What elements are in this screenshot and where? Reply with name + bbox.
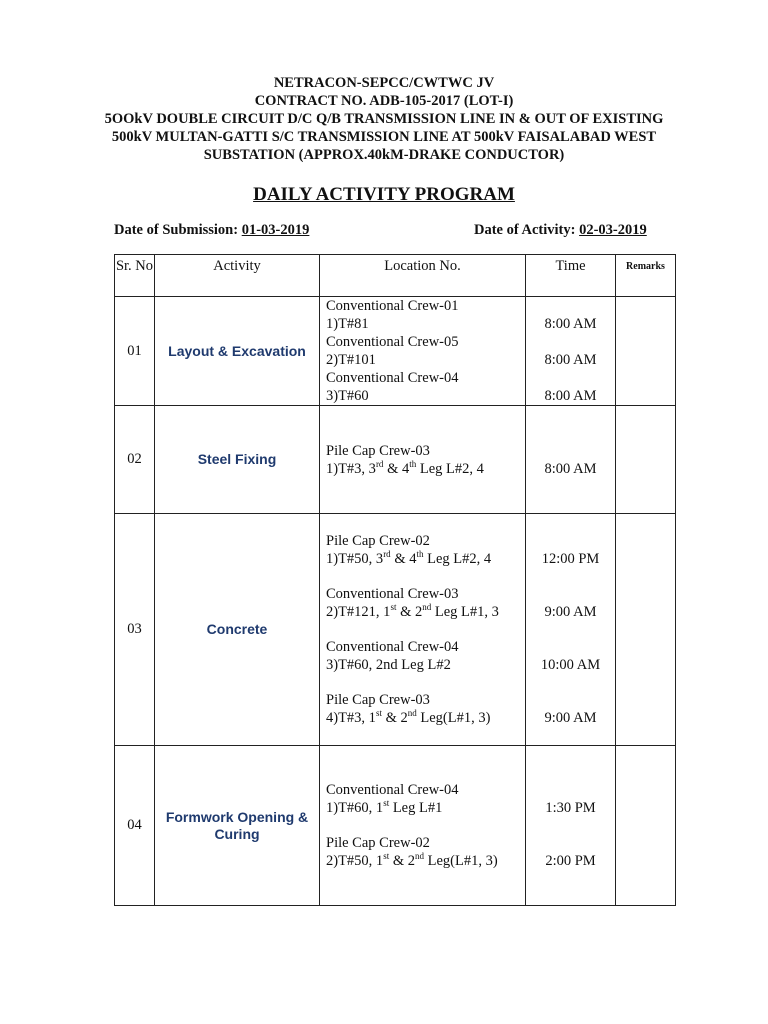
table-header-row — [115, 255, 676, 297]
document-header — [60, 74, 708, 164]
activity-cell: Concrete — [155, 514, 320, 746]
sr-no-cell: 02 — [115, 406, 155, 514]
location-cell: Pile Cap Crew-03 1)T#3, 3rd & 4th Leg L#2, 4 — [320, 406, 526, 514]
remarks-cell — [616, 406, 676, 514]
header-activity: Activity — [155, 255, 320, 297]
header-sr-no: Sr. No — [115, 255, 155, 297]
table-row — [115, 746, 676, 906]
project-description-line1: 5OOkV DOUBLE CIRCUIT D/C Q/B TRANSMISSION LINE IN & OUT OF EXISTING — [104, 111, 664, 127]
submission-date-label: Date of Submission: — [114, 222, 239, 238]
activity-date-value: 02-03-2019 — [579, 222, 647, 238]
document-title: DAILY ACTIVITY PROGRAM — [253, 184, 515, 205]
table-row — [115, 406, 676, 514]
remarks-cell — [616, 297, 676, 406]
remarks-cell — [616, 514, 676, 746]
company-name: NETRACON-SEPCC/CWTWC JV — [273, 75, 495, 91]
sr-no-cell: 03 — [115, 514, 155, 746]
header-location: Location No. — [320, 255, 526, 297]
activity-table — [114, 254, 676, 906]
sr-no-cell: 04 — [115, 746, 155, 906]
contract-number: CONTRACT NO. ADB-105-2017 (LOT-I) — [254, 93, 514, 109]
time-cell: 12:00 PM 9:00 AM 10:00 AM 9:00 AM — [526, 514, 616, 746]
activity-cell: Layout & Excavation — [155, 297, 320, 406]
time-cell: 8:00 AM 8:00 AM 8:00 AM — [526, 297, 616, 406]
header-remarks: Remarks — [616, 255, 676, 297]
activity-date-label: Date of Activity: — [474, 222, 576, 238]
time-cell: 8:00 AM — [526, 406, 616, 514]
activity-date — [474, 222, 647, 239]
project-description-line2: 500kV MULTAN-GATTI S/C TRANSMISSION LINE AT 500kV FAISALABAD WEST — [111, 129, 657, 145]
location-cell: Pile Cap Crew-02 1)T#50, 3rd & 4th Leg L#2, 4 Conventional Crew-03 2)T#121, 1st & 2nd Leg L#1, 3 Conventional Crew-04 3)T#60, 2nd Leg L#2 Pile Cap Crew-03 4)T#3, 1st & 2nd Leg(L#1, 3) — [320, 514, 526, 746]
location-cell: Conventional Crew-01 1)T#81 Conventional Crew-05 2)T#101 Conventional Crew-04 3)T#60 — [320, 297, 526, 406]
table-row — [115, 514, 676, 746]
location-cell: Conventional Crew-04 1)T#60, 1st Leg L#1 Pile Cap Crew-02 2)T#50, 1st & 2nd Leg(L#1, 3) — [320, 746, 526, 906]
activity-cell: Formwork Opening & Curing — [155, 746, 320, 906]
submission-date-value: 01-03-2019 — [241, 222, 310, 238]
remarks-cell — [616, 746, 676, 906]
submission-date — [114, 222, 309, 239]
time-cell: 1:30 PM 2:00 PM — [526, 746, 616, 906]
sr-no-cell: 01 — [115, 297, 155, 406]
activity-cell: Steel Fixing — [155, 406, 320, 514]
table-row — [115, 297, 676, 406]
project-description-line3: SUBSTATION (APPROX.40kM-DRAKE CONDUCTOR) — [203, 147, 565, 163]
header-time: Time — [526, 255, 616, 297]
